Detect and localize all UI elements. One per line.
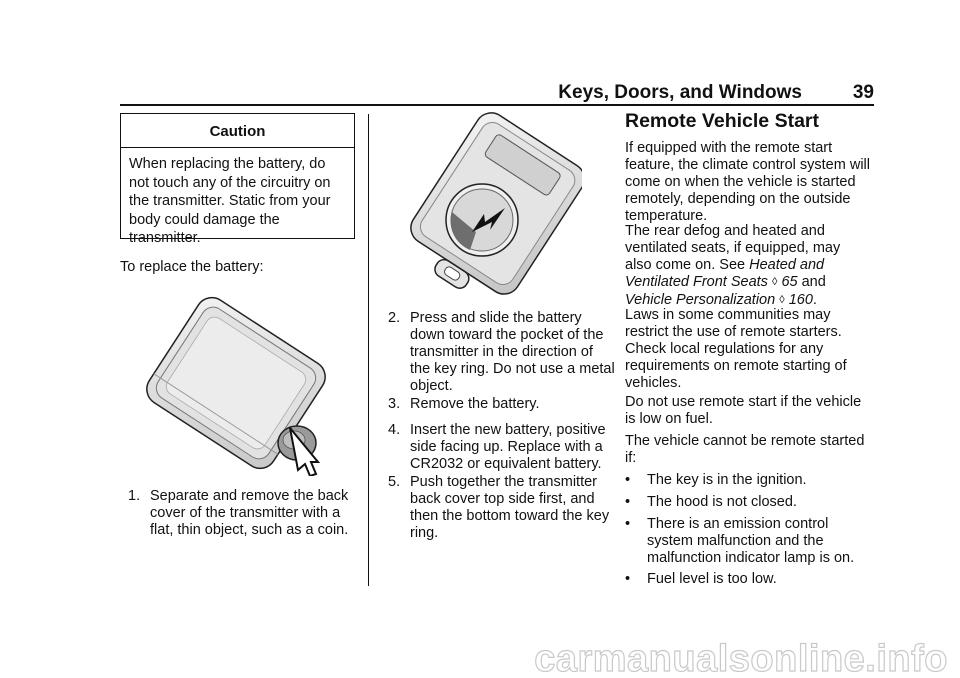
page-reference-icon: ◊ xyxy=(771,276,778,288)
bullet-item xyxy=(625,516,873,567)
step-text: Press and slide the battery down toward the pocket of the transmitter in the direction of the key ring. Do not use a metal object. xyxy=(410,310,615,394)
step-number: 5. xyxy=(388,474,401,490)
paragraph-rear-defog xyxy=(625,223,870,310)
caution-box xyxy=(120,113,355,246)
page-reference[interactable]: 160 xyxy=(788,292,813,308)
page-reference[interactable]: 65 xyxy=(781,274,798,290)
paragraph-text: . xyxy=(812,292,817,308)
bullet-icon: • xyxy=(625,571,631,587)
bullet-text: The hood is not closed. xyxy=(647,494,797,510)
paragraph-low-fuel: Do not use remote start if the vehicle is low on fuel. xyxy=(625,394,862,427)
caution-text: When replacing the battery, do not touch any of the circuitry on the transmitter. Static from your body could damage the transmitter. xyxy=(129,156,331,246)
step-5 xyxy=(388,474,616,542)
watermark-text: carmanualsonline.info xyxy=(534,638,948,678)
paragraph-text: and xyxy=(797,274,826,290)
cross-reference-link[interactable]: Heated and Ventilated Front Seats xyxy=(625,257,825,290)
step-number: 3. xyxy=(388,396,401,412)
remove-cover-illustration xyxy=(140,290,332,476)
bullet-icon: • xyxy=(625,516,631,532)
page-reference-icon: ◊ xyxy=(779,294,785,306)
watermark xyxy=(0,638,960,678)
step-text: Remove the battery. xyxy=(410,396,540,412)
column-divider xyxy=(368,114,369,586)
battery-slide-illustration xyxy=(410,112,582,300)
paragraph-cannot-start: The vehicle cannot be remote started if: xyxy=(625,433,865,466)
step-text: Push together the transmitter back cover top side first, and then the bottom toward the key ring. xyxy=(410,474,610,541)
bullet-item xyxy=(625,494,873,511)
step-number: 4. xyxy=(388,422,401,438)
bullet-text: There is an emission control system malfunction and the malfunction indicator lamp is on. xyxy=(647,516,855,566)
paragraph-text: The rear defog and heated and ventilated seats, if equipped, may also come on. See xyxy=(625,223,841,273)
page-number: 39 xyxy=(852,82,874,103)
step-3 xyxy=(388,396,616,413)
battery-intro: To replace the battery: xyxy=(120,259,264,275)
paragraph-remote-start-intro: If equipped with the remote start feature, the climate control system will come on when the vehicle is started remotely, depending on the outside temperature. xyxy=(625,140,870,224)
step-4 xyxy=(388,422,616,473)
step-number: 2. xyxy=(388,310,401,326)
bullet-icon: • xyxy=(625,494,631,510)
step-number: 1. xyxy=(128,488,141,504)
step-2 xyxy=(388,310,616,395)
page-header xyxy=(120,80,874,106)
cross-reference-link[interactable]: Vehicle Personalization xyxy=(625,292,776,308)
section-title: Remote Vehicle Start xyxy=(625,110,819,132)
bullet-text: Fuel level is too low. xyxy=(647,571,777,587)
step-text: Separate and remove the back cover of the transmitter with a flat, thin object, such as a coin. xyxy=(150,488,349,538)
bullet-icon: • xyxy=(625,472,631,488)
caution-title: Caution xyxy=(121,114,354,148)
header-section-title: Keys, Doors, and Windows xyxy=(558,82,802,103)
bullet-item xyxy=(625,571,873,588)
step-text: Insert the new battery, positive side facing up. Replace with a CR2032 or equivalent battery. xyxy=(410,422,606,472)
paragraph-laws: Laws in some communities may restrict the use of remote starters. Check local regulations for any requirements on remote starting of vehicles. xyxy=(625,307,847,391)
bullet-text: The key is in the ignition. xyxy=(647,472,807,488)
step-1 xyxy=(128,488,363,539)
bullet-item xyxy=(625,472,873,489)
